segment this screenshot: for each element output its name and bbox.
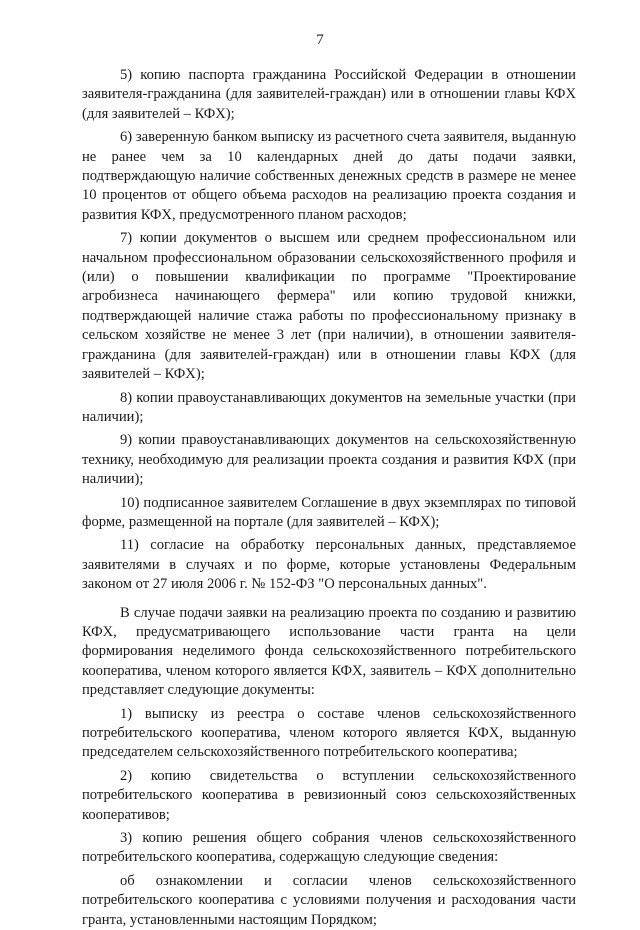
paragraph-item-11: 11) согласие на обработку персональных данных, представляемое заявителями в случаях и по форме, которые установлены Федеральным законом от 27 июля 2006 г. № 152-ФЗ "О персональных данных".	[82, 537, 576, 593]
paragraph-item-5: 5) копию паспорта гражданина Российской Федерации в отношении заявителя-гражданина (для заявителей-граждан) или в отношении главы КФХ (для заявителей – КФХ);	[82, 67, 576, 122]
paragraph-coop-item-1: 1) выписку из реестра о составе членов сельскохозяйственного потребительского кооператива, членом которого является КФХ, выданную председателем сельскохозяйственного потребительского кооператива;	[82, 705, 576, 761]
paragraph-item-8: 8) копии правоустанавливающих документов на земельные участки (при наличии);	[82, 389, 576, 425]
document-body	[82, 66, 576, 930]
paragraph-coop-item-3-detail: об ознакомлении и согласии членов сельскохозяйственного потребительского кооператива с условиями получения и расходования части гранта, установленными настоящим Порядком;	[82, 872, 576, 928]
page-number: 7	[316, 32, 324, 48]
paragraph-cooperative-intro: В случае подачи заявки на реализацию проекта по созданию и развитию КФХ, предусматривающего использование части гранта на цели формирования неделимого фонда сельскохозяйственного потребительского кооператива, членом которого является КФХ, заявитель – КФХ дополнительно представляет следующие документы:	[82, 604, 576, 699]
paragraph-coop-item-2: 2) копию свидетельства о вступлении сельскохозяйственного потребительского кооператива в ревизионный союз сельскохозяйственных кооперативов;	[82, 767, 576, 823]
paragraph-item-10: 10) подписанное заявителем Соглашение в двух экземплярах по типовой форме, размещенной на портале (для заявителей – КФХ);	[82, 494, 576, 530]
paragraph-item-6: 6) заверенную банком выписку из расчетного счета заявителя, выданную не ранее чем за 10 календарных дней до даты подачи заявки, подтверждающую наличие собственных денежных средств в размере не менее 10 процентов от общего объема расходов на реализацию проекта создания и развития КФХ, предусмотренного планом расходов;	[82, 129, 576, 223]
paragraph-coop-item-3: 3) копию решения общего собрания членов сельскохозяйственного потребительского кооператива, содержащую следующие сведения:	[82, 830, 576, 866]
paragraph-item-9: 9) копии правоустанавливающих документов на сельскохозяйственную технику, необходимую для реализации проекта создания и развития КФХ (при наличии);	[82, 432, 576, 488]
paragraph-item-7: 7) копии документов о высшем или среднем профессиональном или начальном профессиональном образовании сельскохозяйственного профиля и (или) о повышении квалификации по программе "Проектирование агробизнеса начинающего фермера" или копию трудовой книжки, подтверждающей наличие стажа работы по профессиональному признаку в сельском хозяйстве не менее 3 лет (при наличии), в отношении заявителя-гражданина (для заявителей-граждан) или в отношении главы КФХ (для заявителей – КФХ);	[82, 230, 576, 383]
